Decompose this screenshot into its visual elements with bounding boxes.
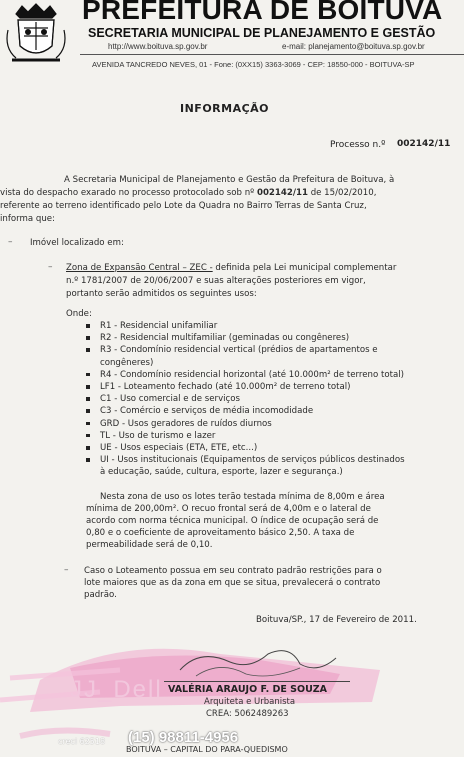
lots-line-2: mínima de 200,00m². O recuo frontal será de 4,00m e o lateral de (86, 504, 371, 514)
date-line: Boituva/SP., 17 de Fevereiro de 2011. (256, 615, 417, 625)
header-url: http://www.boituva.sp.gov.br (108, 42, 208, 51)
use-item-continuation: à educação, saúde, cultura, esporte, lazer e segurança.) (100, 467, 343, 478)
header-subtitle: SECRETARIA MUNICIPAL DE PLANEJAMENTO E GESTÃO (88, 26, 436, 40)
item-dash: – (8, 237, 13, 247)
lots-line-5: permeabilidade será de 0,10. (86, 540, 213, 550)
use-item-continuation: congêneres) (100, 357, 154, 368)
signatory-role: Arquiteta e Urbanista (204, 697, 296, 707)
restriction-line-3: padrão. (84, 590, 117, 600)
use-item: C3 - Comércio e serviços de média incomodidade (86, 405, 405, 417)
watermark-text: JJ_Dell (70, 676, 163, 703)
use-item: R3 - Condomínio residencial vertical (prédios de apartamentos e (86, 344, 405, 356)
use-item: C1 - Uso comercial e de serviços (86, 393, 405, 405)
footer-city: BOITUVA – CAPITAL DO PARA-QUEDISMO (126, 745, 288, 754)
intro-line-4: informa que: (0, 214, 55, 224)
restriction-line-1: Caso o Loteamento possua em seu contrato padrão restrições para o (84, 566, 382, 576)
zone-line-3: portanto serão admitidos os seguintes usos: (66, 289, 257, 299)
item-label: Imóvel localizado em: (30, 238, 124, 248)
zone-dash: – (48, 262, 53, 272)
use-item: R1 - Residencial unifamiliar (86, 320, 405, 332)
header-divider (80, 54, 464, 55)
use-item: UE - Usos especiais (ETA, ETE, etc...) (86, 442, 405, 454)
signature-line (164, 681, 350, 682)
zone-line-1: Zona de Expansão Central – ZEC - definida pela Lei municipal complementar (66, 263, 397, 273)
watermark-phone: (15) 98811-4956 (128, 729, 239, 746)
header-email: e-mail: planejamento@boituva.sp.gov.br (282, 42, 425, 51)
uses-list (86, 320, 405, 479)
use-item: TL - Uso de turismo e lazer (86, 430, 405, 442)
use-item: UI - Usos institucionais (Equipamentos de serviços públicos destinados (86, 454, 405, 466)
intro-line-3: referente ao terreno identificado pelo Lote da Quadra no Bairro Terras de Santa Cruz, (0, 201, 367, 211)
signatory-name: VALÉRIA ARAUJO F. DE SOUZA (168, 684, 328, 695)
restriction-line-2: lote maiores que as da zona em que se situa, prevalecerá o contrato (84, 578, 381, 588)
watermark-creci: creci 62518 (58, 737, 106, 746)
lots-line-3: acordo com norma técnica municipal. O índice de ocupação será de (86, 516, 379, 526)
restriction-dash: – (64, 565, 69, 575)
onde-label: Onde: (66, 309, 92, 319)
use-item: R4 - Condomínio residencial horizontal (até 10.000m² de terreno total) (86, 369, 405, 381)
process-number: 002142/11 (397, 139, 451, 149)
header-title: PREFEITURA DE BOITUVA (82, 0, 443, 25)
process-label: Processo n.º (330, 140, 386, 150)
lots-line-4: 0,80 e o coeficiente de aproveitamento básico 2,50. A taxa de (86, 528, 355, 538)
intro-line-1: A Secretaria Municipal de Planejamento e Gestão da Prefeitura de Boituva, à (64, 175, 395, 185)
signatory-crea: CREA: 5062489263 (206, 709, 289, 719)
document-title: INFORMAÇÃO (180, 102, 270, 115)
use-item: R2 - Residencial multifamiliar (geminadas ou congêneres) (86, 332, 405, 344)
lots-line-1: Nesta zona de uso os lotes terão testada mínima de 8,00m e área (100, 492, 385, 502)
intro-line-2: vista do despacho exarado no processo protocolado sob nº 002142/11 de 15/02/2010, (0, 188, 377, 198)
use-item: LF1 - Loteamento fechado (até 10.000m² de terreno total) (86, 381, 405, 393)
use-item: GRD - Usos geradores de ruídos diurnos (86, 418, 405, 430)
header-address: AVENIDA TANCREDO NEVES, 01 - Fone: (0XX15) 3363-3069 - CEP: 18550-000 - BOITUVA-SP (92, 60, 415, 69)
zone-line-2: n.º 1781/2007 de 20/06/2007 e suas alterações posteriores em vigor, (66, 276, 366, 286)
municipal-crest-icon (2, 0, 70, 68)
